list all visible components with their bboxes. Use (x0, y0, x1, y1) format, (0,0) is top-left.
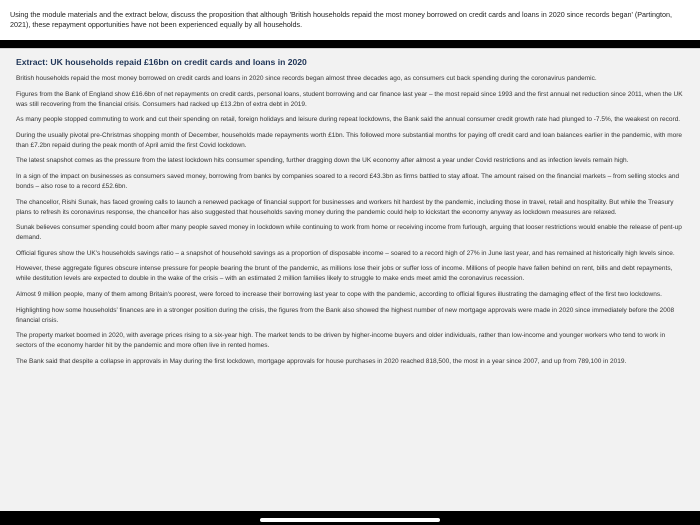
extract-paragraph: Figures from the Bank of England show £16.6bn of net repayments on credit cards, personal loans, student borrowing and car finance last year – the most repaid since 1993 and the first annual net reduction since 2011, when the UK was still recovering from the financial crisis. Consumers had racked up £13.2bn of extra debt in 2019. (16, 90, 683, 108)
extract-paragraph: In a sign of the impact on businesses as consumers saved money, borrowing from banks by companies soared to a record £43.3bn as firms battled to stay afloat. The amount raised on the financial markets – from selling stocks and bonds – also rose to a record £52.6bn. (16, 172, 680, 190)
extract-paragraph: British households repaid the most money borrowed on credit cards and loans in 2020 since records began almost three decades ago, as consumers cut back spending during the coronavirus pandemic. (16, 75, 597, 82)
extract-paragraph: Highlighting how some households' finances are in a stronger position during the crisis, the figures from the Bank also showed the highest number of new mortgage approvals were made in 2020 since immediately before the 2008 financial crisis. (16, 306, 675, 324)
extract-paragraph: The property market boomed in 2020, with average prices rising to a six-year high. The market tends to be driven by higher-income buyers and older individuals, rather than low-income and younger workers who tend to work in sectors of the economy harder hit by the pandemic and more often live in rented homes. (16, 332, 666, 350)
extract-paragraph: During the usually pivotal pre-Christmas shopping month of December, households made repayments worth £1bn. This followed more substantial months for paying off credit card and loan balances earlier in the pandemic, with more than £7.2bn repaid during the peak month of April amid the first Covid lockdown. (16, 131, 683, 149)
extract-paragraph: The Bank said that despite a collapse in approvals in May during the first lockdown, mortgage approvals for house purchases in 2020 reached 818,500, the most in a year since 2007, and up from 789,100 in 2019. (16, 357, 627, 365)
extract-paragraph: Almost 9 million people, many of them among Britain's poorest, were forced to increase their borrowing last year to cope with the pandemic, according to official figures illustrating the damaging effect of the first two lockdowns. (16, 290, 662, 298)
extract-paragraph: The chancellor, Rishi Sunak, has faced growing calls to launch a renewed package of financial support for businesses and workers hit hardest by the pandemic, including those in travel, retail and hospitality. But while the Treasury plans to refresh its coronavirus response, the chancellor has also suggested that households saving money during the pandemic could help to kickstart the economy anyway as lockdown measures are relaxed. (16, 198, 674, 216)
extract-paragraph: Sunak believes consumer spending could boom after many people saved money in lockdown while continuing to work from home or receiving income from furlough, arguing that looser restrictions would enable the release of pent-up demand. (16, 224, 682, 242)
question-text: Using the module materials and the extract below, discuss the proposition that although 'British households repaid the most money borrowed on credit cards and loans in 2020 since records began' (Partington, 2021), these repayment opportunities have not been experienced equally by all households. (0, 0, 700, 40)
home-indicator[interactable] (260, 518, 440, 522)
extract-panel (0, 48, 700, 511)
extract-paragraph: The latest snapshot comes as the pressure from the latest lockdown hits consumer spending, further dragging down the UK economy after almost a year under Covid restrictions and as infection levels remain high. (16, 157, 629, 165)
extract-title: Extract: UK households repaid £16bn on credit cards and loans in 2020 (16, 57, 307, 67)
extract-paragraph: Official figures show the UK's households savings ratio – a snapshot of household savings as a proportion of disposable income – soared to a record high of 27% in June last year, and has remained at historically high levels since. (16, 249, 675, 257)
extract-paragraph: As many people stopped commuting to work and cut their spending on retail, foreign holidays and leisure during repeat lockdowns, the Bank said the annual consumer credit growth rate had plunged to -7.5%, the weakest on record. (16, 116, 681, 124)
extract-paragraph: However, these aggregate figures obscure intense pressure for people bearing the brunt of the pandemic, as millions lose their jobs or suffer loss of income. Millions of people have fallen behind on rent, bills and debt repayments, while destitution levels are expected to double in the wake of the crisis – with an estimated 2 million families likely to struggle to make ends meet amid the coronavirus recession. (16, 265, 673, 283)
